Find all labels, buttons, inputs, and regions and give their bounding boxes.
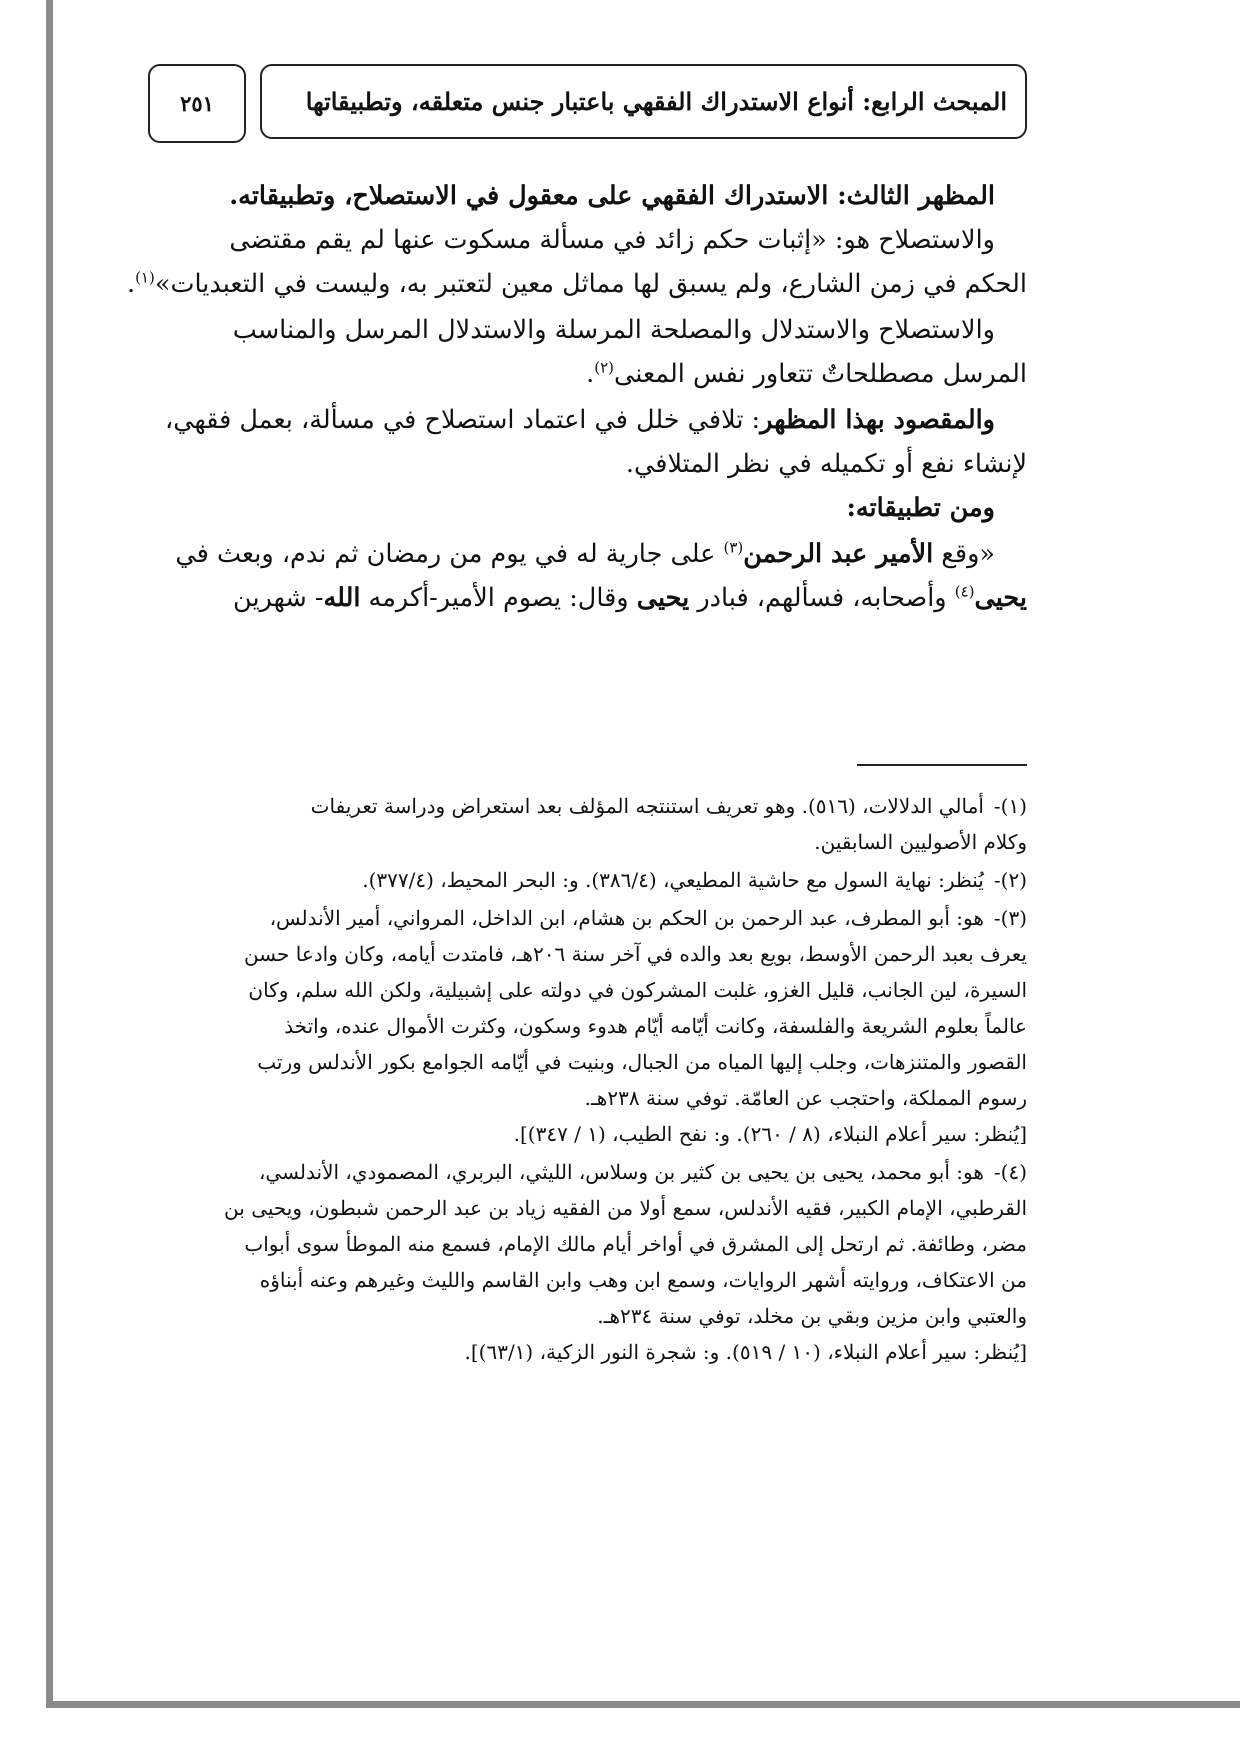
footnote-4: (٤)-هو: أبو محمد، يحيى بن يحيى بن كثير بن وسلاس، الليثي، البربري، المصمودي، الأندلسي، (258, 1160, 1027, 1184)
footnote-line: السيرة، لين الجانب، قليل الغزو، غلبت المشركون في دولته على إشبيلية، ولكن الله سلم، وكان (248, 978, 1027, 1002)
page-frame-bottom (46, 1701, 1240, 1708)
footnote-ref[interactable]: (١) (135, 268, 155, 287)
page-frame-left (46, 0, 53, 1706)
chapter-title: المبحث الرابع: أنواع الاستدراك الفقهي باعتبار جنس متعلقه، وتطبيقاتها (305, 87, 1007, 116)
footnote-3: (٣)-هو: أبو المطرف، عبد الرحمن بن الحكم بن هشام، ابن الداخل، المرواني، أمير الأندلس، (269, 906, 1027, 930)
section-heading: المظهر الثالث: الاستدراك الفقهي على معقول في الاستصلاح، وتطبيقاته. (229, 181, 995, 211)
paragraph-line: المرسل مصطلحاتٌ تتعاور نفس المعنى$^{(٢)}$. (586, 358, 1027, 389)
page-number: ٢٥١ (148, 64, 246, 143)
footnote-line: [يُنظر: سير أعلام النبلاء، (٨ / ٢٦٠). و: نفح الطيب، (١ / ٣٤٧)]. (513, 1122, 1027, 1146)
footnote-line: وكلام الأصوليين السابقين. (814, 830, 1027, 854)
subheading: ومن تطبيقاته: (846, 493, 995, 523)
paragraph-line: «وقع الأمير عبد الرحمن$^{(٣)}$ على جارية له في يوم من رمضان ثم ندم، وبعث في (175, 538, 995, 569)
footnote-ref[interactable]: (٢) (594, 358, 615, 377)
footnote-line: يعرف بعبد الرحمن الأوسط، بويع بعد والده في آخر سنة ٢٠٦هـ، فامتدت أيامه، وكان وادعا حسن (243, 942, 1027, 966)
footnote-line: من الاعتكاف، وروايته أشهر الروايات، وسمع ابن وهب وابن القاسم والليث وغيرهم وعنه أبناؤه (259, 1268, 1027, 1292)
paragraph-line: يحيى$^{(٤)}$ وأصحابه، فسألهم، فبادر يحيى وقال: يصوم الأمير-أكرمه الله- شهرين (233, 582, 1027, 613)
footnote-1: (١)-أمالي الدلالات، (٥١٦). وهو تعريف استنتجه المؤلف بعد استعراض ودراسة تعريفات (310, 794, 1027, 818)
footnote-ref[interactable]: (٣) (723, 538, 744, 557)
footnote-line: [يُنظر: سير أعلام النبلاء، (١٠ / ٥١٩). و: شجرة النور الزكية، (٦٣/١)]. (464, 1340, 1027, 1364)
footnote-line: القصور والمتنزهات، وجلب إليها المياه من الجبال، وبنيت في أيّامه الجوامع بكور الأندلس ورتب (257, 1050, 1027, 1074)
footnote-line: عالماً بعلوم الشريعة والفلسفة، وكانت أيّامه أيّام هدوء وسكون، وكثرت الأموال عنده، واتخذ (284, 1014, 1027, 1038)
footnote-line: والعتبي وابن مزين وبقي بن مخلد، توفي سنة ٢٣٤هـ. (597, 1304, 1027, 1328)
paragraph-line: والمقصود بهذا المظهر: تلافي خلل في اعتماد استصلاح في مسألة، بعمل فقهي، (164, 405, 995, 435)
footnote-2: (٢)-يُنظر: نهاية السول مع حاشية المطيعي، (٣٨٦/٤). و: البحر المحيط، (٣٧٧/٤). (362, 868, 1027, 892)
paragraph-line: والاستصلاح والاستدلال والمصلحة المرسلة والاستدلال المرسل والمناسب (232, 315, 995, 345)
footnote-separator (857, 764, 1027, 766)
footnote-line: القرطبي، الإمام الكبير، فقيه الأندلس، سمع أولا من الفقيه زياد بن عبد الرحمن شبطون، ويحيى بن (224, 1196, 1027, 1220)
paragraph-line: الحكم في زمن الشارع، ولم يسبق لها مماثل معين لتعتبر به، وليست في التعبديات»$^{(١)}$. (126, 268, 1027, 299)
footnote-ref[interactable]: (٤) (954, 582, 975, 601)
paragraph-line: لإنشاء نفع أو تكميله في نظر المتلافي. (625, 449, 1027, 479)
chapter-header (260, 64, 1027, 139)
footnote-line: رسوم المملكة، واحتجب عن العامّة. توفي سنة ٢٣٨هـ. (584, 1086, 1027, 1110)
paragraph-line: والاستصلاح هو: «إثبات حكم زائد في مسألة مسكوت عنها لم يقم مقتضى (229, 225, 995, 255)
footnote-line: مضر، وطائفة. ثم ارتحل إلى المشرق في أواخر أيام مالك الإمام، فسمع منه الموطأ سوى أبواب (244, 1232, 1027, 1256)
